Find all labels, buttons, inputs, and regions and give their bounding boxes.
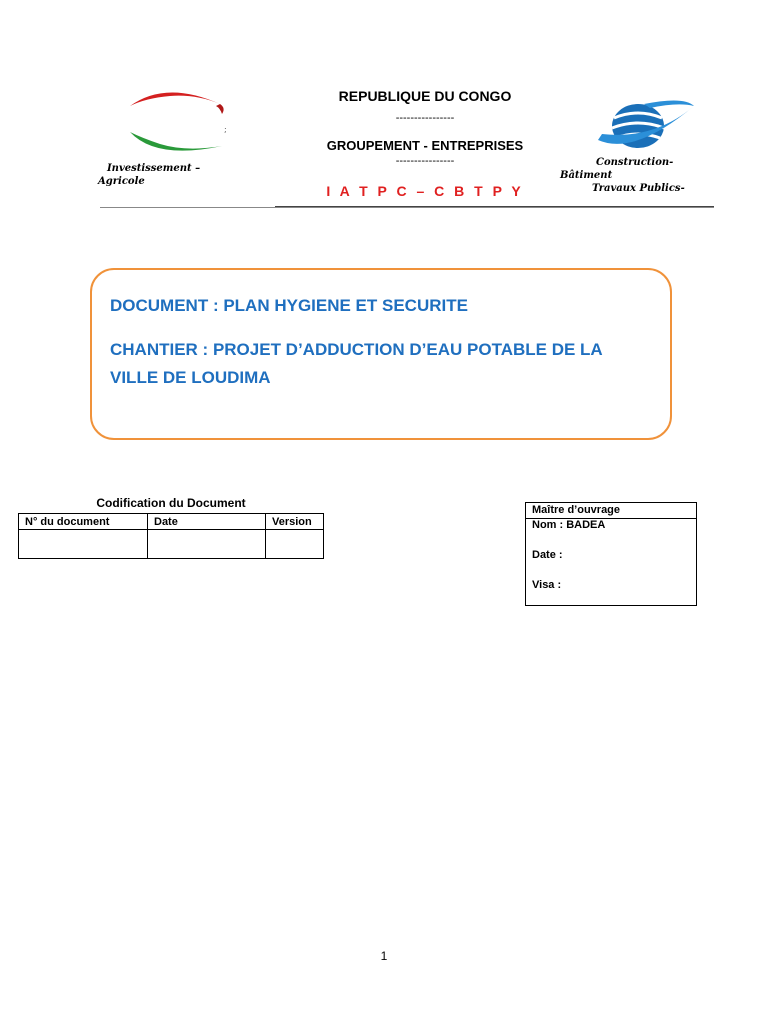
table-header-row [19,514,324,530]
left-caption-line-1: Investissement – [107,163,201,174]
right-caption-line-2: Bâtiment [560,170,613,181]
left-logo-caption [98,162,200,188]
separator-dashes-2: ---------------- [395,155,455,167]
codification-table [18,513,324,559]
construction-globe-logo [594,100,698,156]
company-acronym: I A T P C – C B T P Y [326,183,524,199]
document-title: DOCUMENT : PLAN HYGIENE ET SECURITE [110,296,468,315]
header-divider-dark [275,206,714,207]
right-logo-caption [560,156,710,195]
owner-name: Nom : BADEA [532,519,606,531]
owner-date: Date : [532,549,563,561]
codification-caption: Codification du Document [96,496,246,510]
cell-version [266,530,324,559]
page-number: 1 [380,949,388,963]
site-title: CHANTIER : PROJET D’ADDUCTION D’EAU POTABLE DE LA VILLE DE LOUDIMA [110,340,603,387]
owner-heading: Maître d’ouvrage [526,503,696,519]
owner-visa: Visa : [532,579,562,591]
logo-green-arc [130,132,222,151]
left-caption-line-2: Agricole [98,176,145,187]
svg-text:;: ; [224,125,227,134]
right-caption-line-1: Construction- [596,157,674,168]
separator-dashes-1: ---------------- [395,112,455,124]
header-divider [100,207,714,208]
right-caption-line-3: Travaux Publics- [592,183,685,194]
table-row [19,530,324,559]
cell-document-number [19,530,148,559]
investissement-agricole-logo [126,88,232,162]
col-document-number: N° du document [19,514,148,530]
country-heading: REPUBLIQUE DU CONGO [338,88,512,104]
group-heading: GROUPEMENT - ENTREPRISES [326,138,524,153]
logo-red-arc [130,92,220,106]
cell-date [148,530,266,559]
owner-box [525,502,697,606]
col-version: Version [266,514,324,530]
col-date: Date [148,514,266,530]
